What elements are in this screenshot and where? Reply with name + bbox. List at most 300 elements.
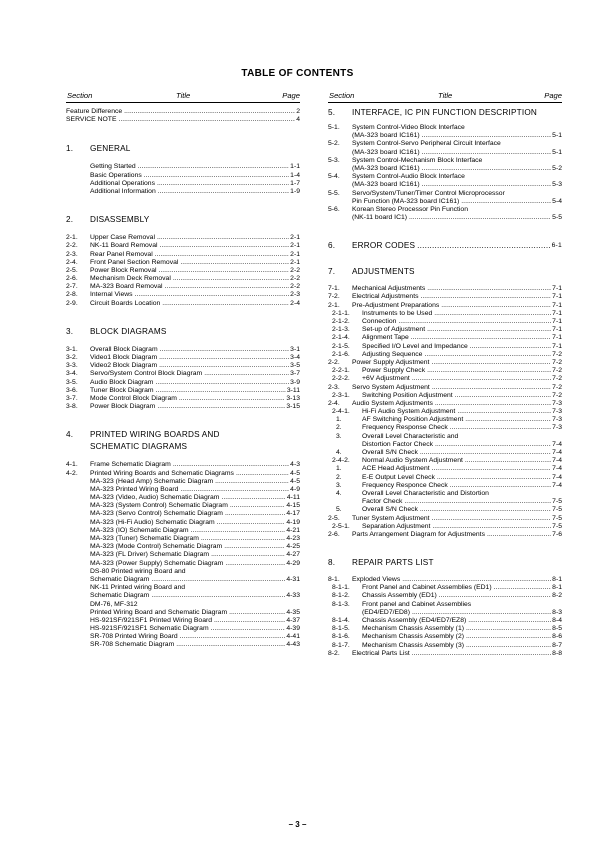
dot-leader bbox=[431, 360, 551, 367]
dot-leader bbox=[217, 520, 286, 527]
entry-title: Printed Wiring Board and Schematic Diagram bbox=[90, 608, 228, 616]
entry-title: HS-921SF/921SF1 Printed Wiring Board bbox=[90, 616, 213, 624]
entry-page: 7-2 bbox=[552, 358, 562, 366]
entry-page: 7-5 bbox=[552, 506, 562, 514]
entry-title: (MA-323 board IC161) bbox=[352, 132, 420, 140]
toc-entry: 2-1-2. Connection ..... 7-1 bbox=[328, 319, 562, 327]
entry-title: MA-323 (Tuner) Schematic Diagram bbox=[90, 535, 199, 542]
toc-entry: 2-1-3. Set-up of Adjustment ..... 7-1 bbox=[328, 327, 562, 335]
entry-title: Frequency Response Check bbox=[362, 424, 448, 432]
dot-leader bbox=[180, 260, 289, 267]
heading-title bbox=[352, 242, 562, 250]
entry-title: Frequency Responce Check bbox=[362, 481, 448, 489]
toc-entry: 2-1-6. Adjusting Sequence ..... 7-2 bbox=[328, 352, 562, 360]
entry-page: 8-1 bbox=[552, 576, 562, 584]
spacer bbox=[66, 197, 300, 215]
dot-leader bbox=[135, 292, 290, 299]
entry-title: Instruments to be Used bbox=[362, 309, 433, 317]
dot-leader bbox=[421, 294, 552, 301]
heading-text: ERROR CODES bbox=[352, 241, 416, 251]
entry-title: System Control-Video Block Interface bbox=[352, 124, 465, 131]
dot-leader bbox=[404, 499, 551, 506]
dot-leader bbox=[437, 475, 551, 482]
dot-leader bbox=[191, 528, 286, 535]
dot-leader bbox=[439, 593, 551, 600]
toc-entry bbox=[328, 215, 562, 223]
entry-page: 4-39 bbox=[286, 625, 300, 633]
entry-page: 8-4 bbox=[552, 617, 562, 624]
entry-title: Overall Block Diagram bbox=[90, 345, 158, 353]
entry-page: 7-2 bbox=[552, 375, 562, 383]
entry-title: Printed Wiring Boards and Schematic Diagrams bbox=[90, 469, 234, 477]
entry-page: 7-2 bbox=[552, 383, 562, 391]
dot-leader bbox=[424, 352, 551, 359]
dot-leader bbox=[157, 235, 289, 242]
entry-page: 2 bbox=[296, 108, 300, 115]
entry-page: 7-1 bbox=[552, 293, 562, 301]
entry-page: 4-27 bbox=[286, 551, 300, 559]
dot-leader bbox=[179, 396, 286, 403]
entry-title: Basic Operations bbox=[90, 171, 142, 179]
entry-title: MA-323 (FL Driver) Schematic Diagram bbox=[90, 551, 210, 559]
entry-title: Overall S/N Check bbox=[362, 449, 418, 456]
entry-title: Connection bbox=[362, 318, 397, 325]
dot-leader bbox=[155, 252, 289, 259]
section-heading bbox=[66, 215, 300, 227]
entry-title: Power Block Diagram bbox=[90, 403, 156, 411]
entry-page: 2-1 bbox=[290, 250, 300, 258]
dot-leader bbox=[158, 189, 289, 196]
entry-title: DM-76, MF-312 bbox=[90, 600, 138, 608]
dot-leader bbox=[427, 368, 551, 375]
toc-entry: 4-2. Printed Wiring Boards and Schematic Diagrams ..... 4-5 bbox=[66, 471, 300, 479]
dot-leader bbox=[402, 577, 551, 584]
entry-title: Factor Check bbox=[362, 498, 403, 506]
entry-title: Front panel and Cabinet Assemblies bbox=[362, 600, 472, 608]
heading-number: 6. bbox=[328, 241, 336, 251]
entry-title: AF Switching Position Adjustment bbox=[362, 416, 464, 424]
dot-leader bbox=[441, 303, 551, 310]
toc-entry: 2-4. Front Panel Section Removal ..... 2-1 bbox=[66, 260, 300, 268]
entry-title: Front Panel and Cabinet Assemblies (ED1) bbox=[362, 584, 492, 592]
dot-leader bbox=[157, 181, 289, 188]
entry-number: 8-1-3. bbox=[332, 600, 350, 608]
toc-entry: 2-3. Rear Panel Removal ..... 2-1 bbox=[66, 252, 300, 260]
dot-leader bbox=[151, 577, 285, 584]
dot-leader bbox=[230, 503, 286, 510]
toc-right-column bbox=[328, 92, 562, 659]
toc-entry: 3-1. Overall Block Diagram ..... 3-1 bbox=[66, 347, 300, 355]
dot-leader bbox=[422, 182, 552, 189]
toc-entry: 2-4-1. Hi-Fi Audio System Adjustment ..... 7-3 bbox=[328, 409, 562, 417]
dot-leader bbox=[494, 585, 552, 592]
toc-entry: 2-3. Servo System Adjustment ..... 7-2 bbox=[328, 385, 562, 393]
toc-entry bbox=[66, 642, 300, 650]
toc-entry: 7-1. Mechanical Adjustments ..... 7-1 bbox=[328, 286, 562, 294]
entry-page: 5-2 bbox=[552, 164, 562, 172]
dot-leader bbox=[236, 471, 289, 478]
dot-leader bbox=[204, 371, 289, 378]
dot-leader bbox=[470, 344, 551, 351]
entry-page: 3-9 bbox=[290, 378, 300, 386]
entry-title: Frame Schematic Diagram bbox=[90, 461, 171, 469]
dot-leader bbox=[155, 380, 289, 387]
heading-title: REPAIR PARTS LIST bbox=[352, 558, 434, 568]
entry-title: Switching Position Adjustment bbox=[362, 391, 453, 399]
dot-leader bbox=[427, 286, 551, 293]
entry-title: Chassis Assembly (ED1) bbox=[362, 592, 437, 600]
dot-leader bbox=[422, 166, 552, 173]
entry-number: 5-1. bbox=[328, 124, 340, 131]
toc-entry: 2-1-5. Specified I/O Level and Impedance ..... 7-1 bbox=[328, 344, 562, 352]
dot-leader bbox=[435, 401, 551, 408]
dot-leader bbox=[432, 385, 551, 392]
toc-entry: 2-4. Audio System Adjustments ..... 7-3 bbox=[328, 401, 562, 409]
heading-number: 4. bbox=[66, 430, 74, 440]
entry-title: Pin Function (MA-323 board IC161) bbox=[352, 197, 460, 205]
section-heading bbox=[66, 430, 300, 442]
entry-page: 4-23 bbox=[286, 535, 300, 542]
header-section-label: Section bbox=[329, 91, 355, 100]
entry-page: 3-5 bbox=[290, 362, 300, 370]
toc-entry: 8-1. Exploded Views ..... 8-1 bbox=[328, 577, 562, 585]
dot-leader bbox=[427, 327, 551, 334]
entry-title: Mechanism Chassis Assembly (3) bbox=[362, 641, 464, 649]
entry-title: Distortion Factor Check bbox=[362, 440, 434, 448]
toc-entry bbox=[66, 189, 300, 197]
dot-leader bbox=[411, 335, 551, 342]
dot-leader bbox=[201, 536, 285, 543]
header-page-label: Page bbox=[282, 91, 300, 100]
section-heading bbox=[66, 144, 300, 156]
entry-page: 4-19 bbox=[286, 518, 300, 526]
dot-leader bbox=[455, 393, 551, 400]
toc-entry: 3. Frequency Responce Check ..... 7-4 bbox=[328, 483, 562, 491]
entry-page: 8-7 bbox=[552, 641, 562, 649]
heading-title: ADJUSTMENTS bbox=[352, 267, 415, 277]
entry-title: Upper Case Removal bbox=[90, 234, 155, 242]
entry-title: Rear Panel Removal bbox=[90, 250, 153, 258]
dot-leader bbox=[211, 552, 285, 559]
toc-list bbox=[66, 109, 300, 651]
spacer bbox=[66, 309, 300, 327]
entry-page: 3-1 bbox=[290, 345, 300, 353]
toc-entry: 3-4. Servo/System Control Block Diagram ..... 3-7 bbox=[66, 371, 300, 379]
dot-leader bbox=[165, 284, 290, 291]
entry-page: 7-2 bbox=[552, 350, 562, 358]
entry-title: Overall S/N Check bbox=[362, 506, 418, 514]
entry-title: Power Supply Adjustment bbox=[352, 358, 430, 366]
dot-leader bbox=[420, 507, 551, 514]
dot-leader bbox=[432, 516, 552, 523]
toc-entry: 8-1-5. Mechanism Chassis Assembly (1) ..... 8-5 bbox=[328, 626, 562, 634]
entry-page: 7-4 bbox=[552, 449, 562, 456]
entry-title: Servo System Adjustment bbox=[352, 383, 430, 391]
entry-page: 7-1 bbox=[552, 285, 562, 293]
dot-leader bbox=[422, 133, 552, 140]
entry-title: Hi-Fi Audio System Adjustment bbox=[362, 408, 456, 416]
toc-entry: 4. Overall S/N Check ..... 7-4 bbox=[328, 450, 562, 458]
page-title: TABLE OF CONTENTS bbox=[241, 68, 354, 79]
toc-entry: 2-5-1. Separation Adjustment ..... 7-5 bbox=[328, 524, 562, 532]
entry-page: 4-15 bbox=[286, 502, 300, 510]
toc-entry: 7-2. Electrical Adjustments ..... 7-1 bbox=[328, 294, 562, 302]
toc-entry: 2-2-1. Power Supply Check ..... 7-2 bbox=[328, 368, 562, 376]
heading-number: 7. bbox=[328, 267, 336, 277]
dot-leader bbox=[144, 173, 289, 180]
dot-leader bbox=[159, 355, 289, 362]
dot-leader bbox=[465, 458, 551, 465]
entry-title: (MA-323 board IC161) bbox=[352, 148, 420, 156]
dot-leader bbox=[465, 417, 551, 424]
header-title-label: Title bbox=[438, 91, 453, 100]
toc-entry: 2-8. Internal Views ..... 2-3 bbox=[66, 292, 300, 300]
entry-page: 4-17 bbox=[286, 510, 300, 518]
dot-leader bbox=[420, 450, 551, 457]
entry-title: Tuner Block Diagram bbox=[90, 386, 154, 394]
entry-page: 8-2 bbox=[552, 592, 562, 600]
dot-leader bbox=[412, 376, 551, 383]
entry-page: 8-1 bbox=[552, 584, 562, 592]
entry-page: 4-33 bbox=[286, 592, 300, 600]
entry-page: 8-6 bbox=[552, 633, 562, 641]
toc-list bbox=[328, 108, 562, 659]
entry-page: 5-1 bbox=[552, 148, 562, 156]
toc-entry: 2-2. Power Supply Adjustment ..... 7-2 bbox=[328, 360, 562, 368]
entry-page: 2-2 bbox=[290, 266, 300, 274]
entry-title: Audio System Adjustments bbox=[352, 399, 433, 407]
entry-title: Mechanism Deck Removal bbox=[90, 275, 171, 283]
entry-page: 2-4 bbox=[290, 299, 300, 307]
dot-leader bbox=[138, 164, 289, 171]
section-heading bbox=[328, 558, 562, 570]
dot-leader bbox=[435, 442, 551, 449]
entry-number: 5-5. bbox=[328, 189, 340, 197]
entry-title: SR-708 Schematic Diagram bbox=[90, 641, 175, 649]
entry-page: 7-3 bbox=[552, 399, 562, 407]
entry-title: Schematic Diagram bbox=[90, 592, 150, 600]
dot-leader bbox=[160, 243, 290, 250]
entry-number: 5-6. bbox=[328, 205, 340, 213]
entry-page: 7-1 bbox=[552, 342, 562, 350]
entry-title: Separation Adjustment bbox=[362, 522, 431, 530]
entry-title: (MA-323 board IC161) bbox=[352, 181, 420, 189]
entry-page: 7-3 bbox=[552, 424, 562, 432]
section-heading bbox=[328, 267, 562, 279]
dot-leader bbox=[221, 495, 285, 502]
dot-leader bbox=[211, 626, 286, 633]
entry-page: 5-3 bbox=[552, 181, 562, 189]
entry-page: 4-43 bbox=[286, 641, 300, 649]
heading-title: DISASSEMBLY bbox=[90, 215, 150, 225]
dot-leader bbox=[180, 487, 289, 494]
entry-title: Schematic Diagram bbox=[90, 575, 150, 583]
spacer bbox=[328, 253, 562, 267]
dot-leader bbox=[398, 319, 551, 326]
entry-page: 7-1 bbox=[552, 334, 562, 342]
toc-entry: 2-4-2. Normal Audio System Adjustment ..... 7-4 bbox=[328, 458, 562, 466]
entry-title: Additional Information bbox=[90, 187, 156, 195]
toc-entry: 2-3-1. Switching Position Adjustment ..... 7-2 bbox=[328, 393, 562, 401]
toc-entry: 2-1. Upper Case Removal ..... 2-1 bbox=[66, 235, 300, 243]
toc-entry: 8-1-7. Mechanism Chassis Assembly (3) ..... 8-7 bbox=[328, 643, 562, 651]
dot-leader bbox=[156, 388, 286, 395]
entry-title: +6V Adjustment bbox=[362, 375, 410, 383]
entry-title: Specified I/O Level and Impedance bbox=[362, 342, 468, 350]
toc-entry: 2-2-2. +6V Adjustment ..... 7-2 bbox=[328, 376, 562, 384]
section-heading bbox=[66, 442, 300, 454]
entry-title: Servo/System/Tuner/Timer Control Microprocessor bbox=[352, 189, 505, 197]
dot-leader bbox=[124, 109, 295, 116]
dot-leader bbox=[487, 532, 551, 539]
entry-title: Video1 Block Diagram bbox=[90, 354, 158, 361]
dot-leader bbox=[457, 409, 551, 416]
entry-title: Electrical Parts List bbox=[352, 649, 410, 657]
entry-title: MA-323 (Servo Control) Schematic Diagram bbox=[90, 510, 223, 518]
toc-entry: 4-1. Frame Schematic Diagram ..... 4-3 bbox=[66, 462, 300, 470]
toc-entry: 2-5. Power Block Removal ..... 2-2 bbox=[66, 268, 300, 276]
entry-title: Adjusting Sequence bbox=[362, 350, 423, 358]
dot-leader bbox=[468, 618, 551, 625]
entry-page: 4-21 bbox=[286, 526, 300, 534]
column-header bbox=[66, 92, 300, 102]
entry-page: 4-5 bbox=[290, 469, 300, 477]
entry-page: 7-1 bbox=[552, 318, 562, 325]
entry-title: System Control-Servo Peripheral Circuit Interface bbox=[352, 140, 501, 148]
entry-title: MA-323 (Mode Control) Schematic Diagram bbox=[90, 543, 223, 551]
toc-entry: 2-1. Pre-Adjustment Preparations ..... 7-1 bbox=[328, 303, 562, 311]
toc-entry: 2. Frequency Response Check ..... 7-3 bbox=[328, 425, 562, 433]
heading-title: BLOCK DIAGRAMS bbox=[90, 326, 167, 336]
entry-page: 7-5 bbox=[552, 514, 562, 522]
dot-leader bbox=[417, 242, 549, 250]
toc-entry: 3-2. Video1 Block Diagram ..... 3-4 bbox=[66, 355, 300, 363]
entry-page: 7-2 bbox=[552, 391, 562, 399]
entry-title: Chassis Assembly (ED4/ED7/EZ8) bbox=[362, 617, 467, 624]
entry-title: MA-323 (Head Amp) Schematic Diagram bbox=[90, 477, 214, 485]
toc-entry: 2-2. NK-11 Board Removal ..... 2-1 bbox=[66, 243, 300, 251]
section-heading bbox=[328, 241, 562, 253]
entry-page: 3-4 bbox=[290, 354, 300, 361]
entry-title: NK-11 Board Removal bbox=[90, 242, 158, 250]
entry-page: 3-13 bbox=[286, 394, 300, 402]
toc-entry: 8-2. Electrical Parts List ..... 8-8 bbox=[328, 651, 562, 659]
entry-title: Power Block Removal bbox=[90, 266, 157, 274]
entry-page: 4-9 bbox=[290, 485, 300, 493]
entry-page: 7-5 bbox=[552, 498, 562, 506]
header-title-label: Title bbox=[176, 91, 191, 100]
entry-page: 1-7 bbox=[290, 179, 300, 187]
column-header bbox=[328, 92, 562, 102]
entry-page: 7-4 bbox=[552, 440, 562, 448]
dot-leader bbox=[466, 626, 551, 633]
entry-page: 2-2 bbox=[290, 283, 300, 291]
entry-page: 5-5 bbox=[552, 214, 562, 222]
entry-title: Getting Started bbox=[90, 163, 136, 171]
entry-page: 1-4 bbox=[290, 171, 300, 179]
dot-leader bbox=[466, 643, 551, 650]
spacer bbox=[328, 223, 562, 241]
header-page-label: Page bbox=[544, 91, 562, 100]
entry-page: 4-11 bbox=[286, 494, 300, 502]
entry-page: 2-1 bbox=[290, 258, 300, 266]
entry-title: Pre-Adjustment Preparations bbox=[352, 301, 440, 309]
entry-number: 5-4. bbox=[328, 173, 340, 181]
toc-entry: 1. ACE Head Adjustment ..... 7-4 bbox=[328, 466, 562, 474]
entry-title: Mode Control Block Diagram bbox=[90, 394, 177, 402]
toc-entry: 8-1-2. Chassis Assembly (ED1) ..... 8-2 bbox=[328, 593, 562, 601]
entry-title: Additional Operations bbox=[90, 179, 155, 187]
heading-number: 3. bbox=[66, 326, 74, 336]
entry-number: 5-2. bbox=[328, 140, 340, 148]
entry-title: Overall Level Characteristic and Distortion bbox=[362, 489, 489, 497]
entry-page: 4-37 bbox=[286, 616, 300, 624]
entry-title: DS-80 Printed wiring Board and bbox=[90, 567, 186, 575]
toc-entry: 2. E-E Output Level Check ..... 7-4 bbox=[328, 475, 562, 483]
entry-title: (MA-323 board IC161) bbox=[352, 164, 420, 172]
toc-entry: 8-1-4. Chassis Assembly (ED4/ED7/EZ8) ..... 8-4 bbox=[328, 618, 562, 626]
dot-leader bbox=[173, 276, 289, 283]
dot-leader bbox=[432, 524, 551, 531]
dot-leader bbox=[160, 347, 290, 354]
entry-page: 4-31 bbox=[286, 575, 300, 583]
entry-page: 4-29 bbox=[286, 559, 300, 567]
entry-title: MA-323 (IO) Schematic Diagram bbox=[90, 526, 189, 534]
heading-number: 2. bbox=[66, 215, 74, 225]
toc-entry: 3-8. Power Block Diagram ..... 3-15 bbox=[66, 404, 300, 412]
heading-number: 8. bbox=[328, 558, 336, 568]
entry-title: Mechanism Chassis Assembly (1) bbox=[362, 625, 464, 633]
entry-title: E-E Output Level Check bbox=[362, 473, 435, 481]
entry-page: 3-11 bbox=[286, 386, 300, 394]
entry-title: Set-up of Adjustment bbox=[362, 326, 426, 334]
heading-page: 6-1 bbox=[551, 242, 562, 250]
entry-title: MA-323 (Video, Audio) Schematic Diagram bbox=[90, 494, 220, 502]
dot-leader bbox=[229, 610, 285, 617]
toc-entry: 3-6. Tuner Block Diagram ..... 3-11 bbox=[66, 388, 300, 396]
entry-title: Feature Difference bbox=[66, 108, 123, 115]
dot-leader bbox=[466, 634, 551, 641]
entry-title: MA-323 Board Removal bbox=[90, 283, 163, 291]
entry-title: Exploded Views bbox=[352, 576, 401, 584]
spacer bbox=[66, 125, 300, 144]
heading-title: PRINTED WIRING BOARDS AND bbox=[90, 430, 220, 440]
entry-title: Overall Level Characteristic and bbox=[362, 432, 459, 440]
entry-title: System Control-Mechanism Block Interface bbox=[352, 156, 483, 164]
entry-page: 7-4 bbox=[552, 473, 562, 481]
entry-page: 2-1 bbox=[290, 234, 300, 242]
dot-leader bbox=[119, 117, 296, 124]
entry-title: Korean Stereo Processor Pin Function bbox=[352, 205, 468, 213]
heading-number: 5. bbox=[328, 108, 336, 117]
dot-leader bbox=[180, 634, 286, 641]
entry-page: 7-4 bbox=[552, 481, 562, 489]
toc-entry: 1. AF Switching Position Adjustment ..... 7-3 bbox=[328, 417, 562, 425]
dot-leader bbox=[173, 462, 289, 469]
entry-page: 7-1 bbox=[552, 301, 562, 309]
toc-entry: 2-5. Tuner System Adjustment ..... 7-5 bbox=[328, 516, 562, 524]
entry-page: 7-1 bbox=[552, 309, 562, 317]
entry-title: Normal Audio System Adjustment bbox=[362, 457, 463, 465]
entry-title: MA-323 (Power Supply) Schematic Diagram bbox=[90, 559, 224, 567]
heading-number: 1. bbox=[66, 144, 74, 154]
entry-page: 7-3 bbox=[552, 408, 562, 416]
toc-entry: 8-1-6. Mechanism Chassis Assembly (2) ..... 8-6 bbox=[328, 634, 562, 642]
dot-leader bbox=[151, 593, 285, 600]
entry-page: 8-5 bbox=[552, 625, 562, 633]
heading-title: GENERAL bbox=[90, 144, 131, 154]
spacer bbox=[328, 540, 562, 558]
